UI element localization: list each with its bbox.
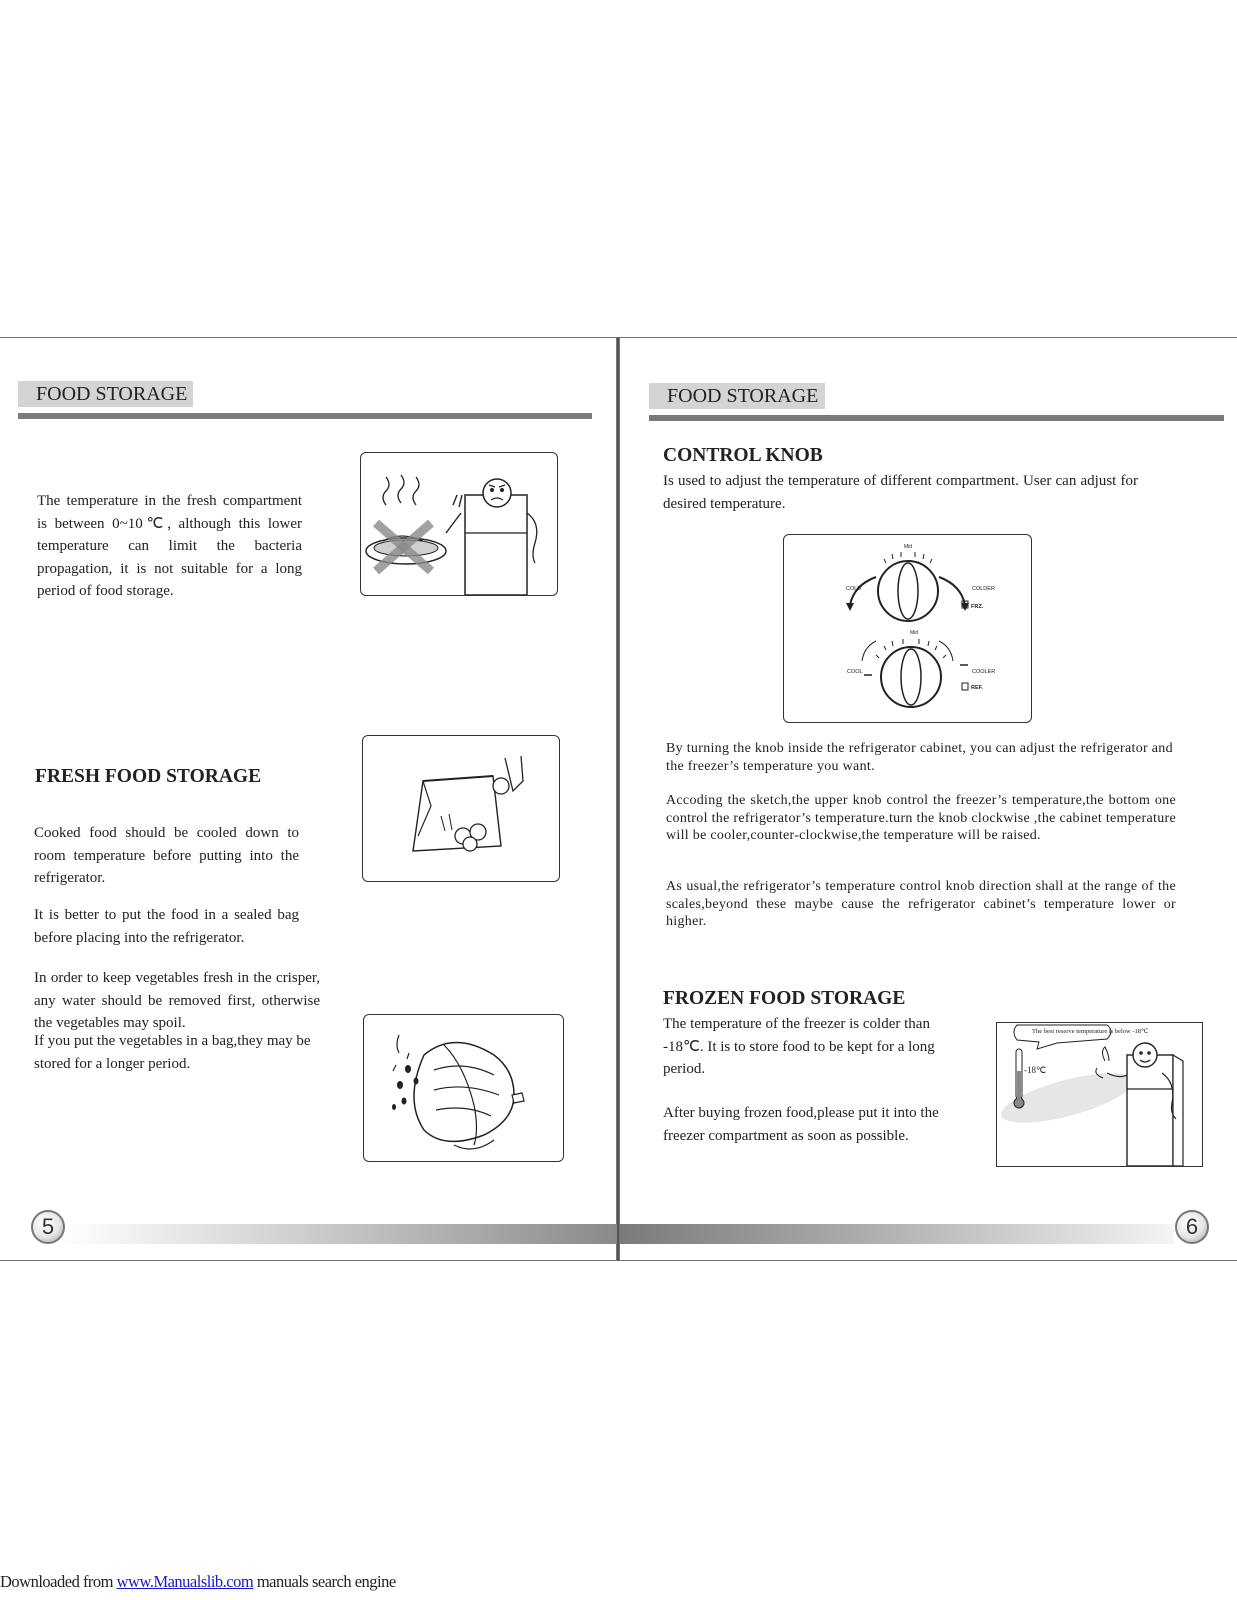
knob-paragraph-3: As usual,the refrigerator’s temperature control knob direction shall at the range of the scales,beyond these maybe cause the refrigerator cabinet’s temperature lower or higher. <box>666 879 1176 929</box>
left-header-rule <box>18 413 592 419</box>
vegetables-illustration <box>363 1014 564 1162</box>
control-knob-title: CONTROL KNOB <box>663 445 823 466</box>
right-header-rule <box>649 415 1224 421</box>
frozen-food-paragraph-1: The temperature of the freezer is colder than -18℃. It is to store food to be kept for a long period. <box>663 1016 935 1077</box>
colder-top-label: COLDER <box>972 586 995 592</box>
fresh-compartment-intro: The temperature in the fresh compartment is between 0~10℃, although this lower temperature can limit the bacteria propagation, it is not suitable for a long period of food storage. <box>37 493 302 599</box>
refrigerator-knob <box>862 639 968 707</box>
left-footer-bar <box>60 1224 617 1244</box>
download-footer <box>0 1572 396 1592</box>
left-page-number: 5 <box>31 1210 65 1244</box>
vegetables-icon <box>364 1015 563 1161</box>
fresh-food-storage-title: FRESH FOOD STORAGE <box>35 766 262 787</box>
left-header: FOOD STORAGE <box>18 381 193 407</box>
control-knob-intro: Is used to adjust the temperature of different compartment. User can adjust for desired temperature. <box>663 473 1138 512</box>
right-header: FOOD STORAGE <box>649 383 825 409</box>
sealed-bag-illustration <box>362 735 560 882</box>
download-suffix: manuals search engine <box>256 1572 396 1591</box>
right-page-number: 6 <box>1175 1210 1209 1244</box>
knob-paragraph-2: Accoding the sketch,the upper knob control the freezer’s temperature,the bottom one control the refrigerator’s temperature.turn the knob clockwise ,the cabinet temperature will be cooler,counter-clockwise,the temperature will be raised. <box>666 793 1176 843</box>
warm-food-illustration <box>360 452 558 596</box>
download-prefix: Downloaded from <box>0 1572 114 1591</box>
cool-label: COOL <box>847 669 863 675</box>
manualslib-link[interactable]: www.Manualslib.com <box>116 1572 254 1591</box>
ref-label: REF. <box>971 685 983 691</box>
freezer-knob <box>846 552 969 621</box>
fresh-food-paragraph-4: If you put the vegetables in a bag,they may be stored for a longer period. <box>34 1033 311 1072</box>
sealed-bag-icon <box>363 736 559 881</box>
thermometer-bubble-text: The best reserve temperature is below -18℃ <box>1032 1028 1149 1035</box>
warm-food-icon <box>361 453 557 595</box>
upper-mid-label: Mid <box>903 544 913 550</box>
frozen-food-paragraph-2: After buying frozen food,please put it into the freezer compartment as soon as possible. <box>663 1105 939 1144</box>
freezer-thermometer-illustration <box>996 1022 1203 1167</box>
right-footer-bar <box>619 1224 1174 1244</box>
fresh-food-paragraph-1: Cooked food should be cooled down to room temperature before putting into the refrigerator. <box>34 825 299 886</box>
lower-mid-label: Mid <box>909 630 919 636</box>
knob-paragraph-1: By turning the knob inside the refrigerator cabinet, you can adjust the refrigerator and the freezer’s temperature you want. <box>666 741 1173 774</box>
frz-label: FRZ. <box>971 604 984 610</box>
cooler-bottom-label: COOLER <box>972 669 996 675</box>
frozen-food-storage-title: FROZEN FOOD STORAGE <box>663 988 906 1009</box>
control-knob-diagram <box>783 534 1032 723</box>
thermometer-label: -18℃ <box>1024 1065 1047 1075</box>
fresh-food-paragraph-2: It is better to put the food in a sealed bag before placing into the refrigerator. <box>34 907 299 946</box>
ref-indicator-icon <box>962 683 968 690</box>
fresh-food-paragraph-3: In order to keep vegetables fresh in the crisper, any water should be removed first, otherwise the vegetables may spoil. <box>34 970 320 1031</box>
cold-label: COLD <box>846 586 862 592</box>
